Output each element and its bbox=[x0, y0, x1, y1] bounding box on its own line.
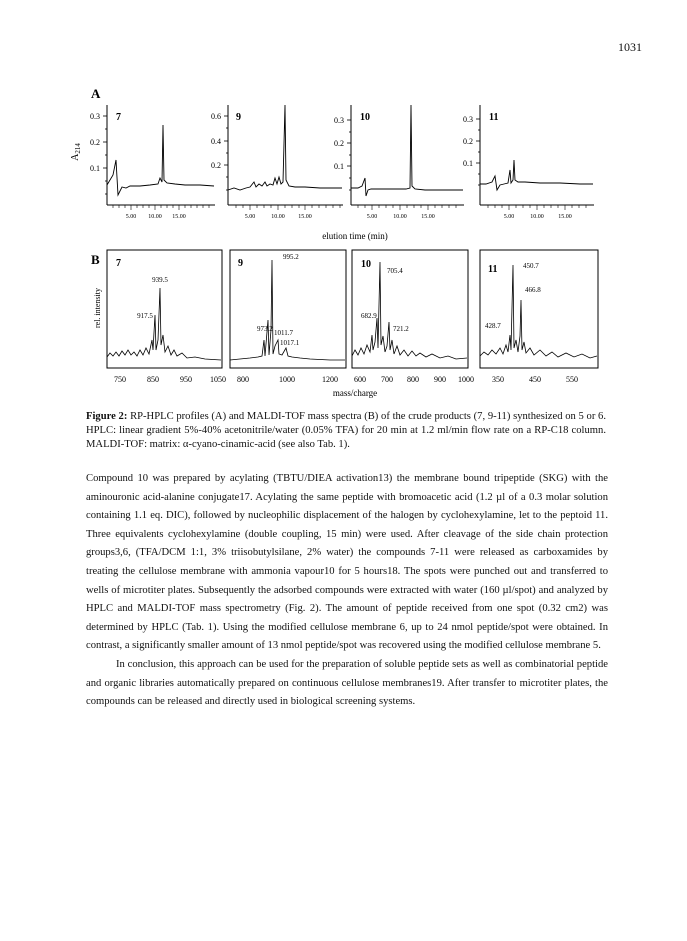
panel-b-label: B bbox=[91, 252, 100, 267]
paragraph-1: Compound 10 was prepared by acylating (TBTU/DIEA activation13) the membrane bound tripeptide (SKG) with the aminouronic acid-alanine conjugate17. Acylating the same peptide with bromoacetic acid (1.2 µl of a 0.3 molar solution containing 1.1 eq. DIC), followed by nucleophilic displacement of the halogen by cyclohexylamine, let to the peptoid 11. Three equivalents cyclohexylamine (double coupling, 15 min) were used. After cleavage of the side chain protection groups3,6, (TFA/DCM 1:1, 3% triisobutylsilane, 2% water) the compounds 7-11 were released as carboxamides by treating the cellulose membrane with ammonia vapour10 for 5 hours18. The spots were punched out and transferred to wells of microtiter plates. Subsequently the adsorbed compounds were extracted with water (160 µl/spot) and analyzed by HPLC and MALDI-TOF mass spectrometry (Fig. 2). The amount of peptide received from one spot (0.32 cm2) was determined by HPLC (Tab. 1). Using the modified cellulose membrane 6, up to 24 nmol peptide/spot were obtained. In contrast, a significantly smaller amount of 13 nmol peptide/spot was recovered using the modified cellulose membrane 5. bbox=[86, 473, 608, 652]
ms-panel-7 bbox=[107, 250, 226, 384]
svg-text:10: 10 bbox=[361, 259, 371, 270]
hplc-panel-11 bbox=[463, 105, 594, 220]
svg-text:11: 11 bbox=[488, 264, 498, 275]
ms-peak-466-8: 466.8 bbox=[525, 286, 541, 294]
hplc-id-11: 11 bbox=[489, 112, 499, 123]
svg-text:0.6: 0.6 bbox=[211, 112, 221, 121]
ms-peak-682-9: 682.9 bbox=[361, 312, 377, 320]
ms-panel-10 bbox=[352, 250, 474, 384]
svg-text:0.3: 0.3 bbox=[90, 112, 100, 121]
hplc-xlabel: elution time (min) bbox=[322, 231, 388, 241]
svg-text:700: 700 bbox=[381, 375, 393, 384]
ms-peak-705-4: 705.4 bbox=[387, 267, 403, 275]
caption-text: RP-HPLC profiles (A) and MALDI-TOF mass spectra (B) of the crude products (7, 9-11) synthesized on 5 or 6. HPLC: linear gradient 5%-40% acetonitrile/water (0.05% TFA) for 20 min at 1.2 ml/min flow rate on a RP-C18 column. MALDI-TOF: matrix: α-cyano-cinamic-acid (see also Tab. 1). bbox=[86, 411, 606, 450]
ms-peak-1011-7: 1011.7 bbox=[274, 329, 293, 337]
figure-caption bbox=[86, 410, 606, 452]
ms-ylabel: rel. intensity bbox=[93, 288, 102, 328]
svg-text:800: 800 bbox=[237, 375, 249, 384]
svg-text:350: 350 bbox=[492, 375, 504, 384]
ms-panel-9 bbox=[230, 250, 346, 384]
svg-text:5.00: 5.00 bbox=[125, 214, 137, 220]
svg-text:0.3: 0.3 bbox=[463, 115, 473, 124]
svg-text:15.00: 15.00 bbox=[558, 214, 572, 220]
hplc-id-9: 9 bbox=[236, 112, 241, 123]
svg-text:10.00: 10.00 bbox=[148, 214, 162, 220]
svg-text:5.00: 5.00 bbox=[503, 214, 515, 220]
paragraph-2: In conclusion, this approach can be used for the preparation of soluble peptide sets as well as combinatorial peptide and organic libraries automatically prepared on continuous cellulose membranes19. After transfer to microtiter plates, the compounds can be released and directly used in biological screening systems. bbox=[86, 658, 608, 708]
ms-peak-721-2: 721.2 bbox=[393, 325, 409, 333]
caption-label: Figure 2: bbox=[86, 411, 128, 422]
svg-text:600: 600 bbox=[354, 375, 366, 384]
svg-text:0.2: 0.2 bbox=[211, 161, 221, 170]
svg-text:0.2: 0.2 bbox=[90, 138, 100, 147]
svg-text:7: 7 bbox=[116, 258, 121, 269]
svg-text:900: 900 bbox=[434, 375, 446, 384]
svg-text:10.00: 10.00 bbox=[271, 214, 285, 220]
svg-text:1000: 1000 bbox=[279, 375, 295, 384]
svg-text:1050: 1050 bbox=[210, 375, 226, 384]
svg-text:850: 850 bbox=[147, 375, 159, 384]
svg-text:10.00: 10.00 bbox=[393, 214, 407, 220]
svg-text:5.00: 5.00 bbox=[244, 214, 256, 220]
svg-text:15.00: 15.00 bbox=[298, 214, 312, 220]
ms-peak-428-7: 428.7 bbox=[485, 322, 501, 330]
svg-text:0.4: 0.4 bbox=[211, 137, 221, 146]
hplc-panel-9 bbox=[211, 105, 343, 220]
svg-text:5.00: 5.00 bbox=[366, 214, 378, 220]
svg-text:550: 550 bbox=[566, 375, 578, 384]
svg-text:1200: 1200 bbox=[322, 375, 338, 384]
figure-2 bbox=[0, 0, 687, 400]
svg-text:1000: 1000 bbox=[458, 375, 474, 384]
panel-a-label: A bbox=[91, 86, 101, 101]
ms-panel-11 bbox=[480, 250, 598, 384]
ms-peak-973-2: 973.2 bbox=[257, 325, 273, 333]
page-number: 1031 bbox=[618, 40, 642, 54]
svg-text:0.1: 0.1 bbox=[90, 164, 100, 173]
svg-text:0.2: 0.2 bbox=[463, 137, 473, 146]
ms-peak-1017-1: 1017.1 bbox=[280, 339, 300, 347]
svg-text:0.3: 0.3 bbox=[334, 116, 344, 125]
ms-peak-995-2: 995.2 bbox=[283, 253, 299, 261]
svg-text:10.00: 10.00 bbox=[530, 214, 544, 220]
ms-peak-939-5: 939.5 bbox=[152, 276, 168, 284]
svg-text:9: 9 bbox=[238, 258, 243, 269]
body-text bbox=[86, 470, 608, 712]
svg-text:750: 750 bbox=[114, 375, 126, 384]
svg-text:0.2: 0.2 bbox=[334, 139, 344, 148]
hplc-panel-7 bbox=[90, 105, 215, 220]
svg-text:15.00: 15.00 bbox=[172, 214, 186, 220]
svg-text:0.1: 0.1 bbox=[463, 159, 473, 168]
svg-text:0.1: 0.1 bbox=[334, 162, 344, 171]
hplc-id-10: 10 bbox=[360, 112, 370, 123]
svg-text:450: 450 bbox=[529, 375, 541, 384]
ms-xlabel: mass/charge bbox=[332, 388, 378, 398]
hplc-id-7: 7 bbox=[116, 112, 121, 123]
svg-text:15.00: 15.00 bbox=[421, 214, 435, 220]
ms-peak-450-7: 450.7 bbox=[523, 262, 539, 270]
svg-text:950: 950 bbox=[180, 375, 192, 384]
ms-peak-917-5: 917.5 bbox=[137, 312, 153, 320]
svg-text:800: 800 bbox=[407, 375, 419, 384]
hplc-panel-10 bbox=[334, 105, 464, 220]
hplc-ylabel: $A_{214}$ bbox=[70, 143, 82, 161]
